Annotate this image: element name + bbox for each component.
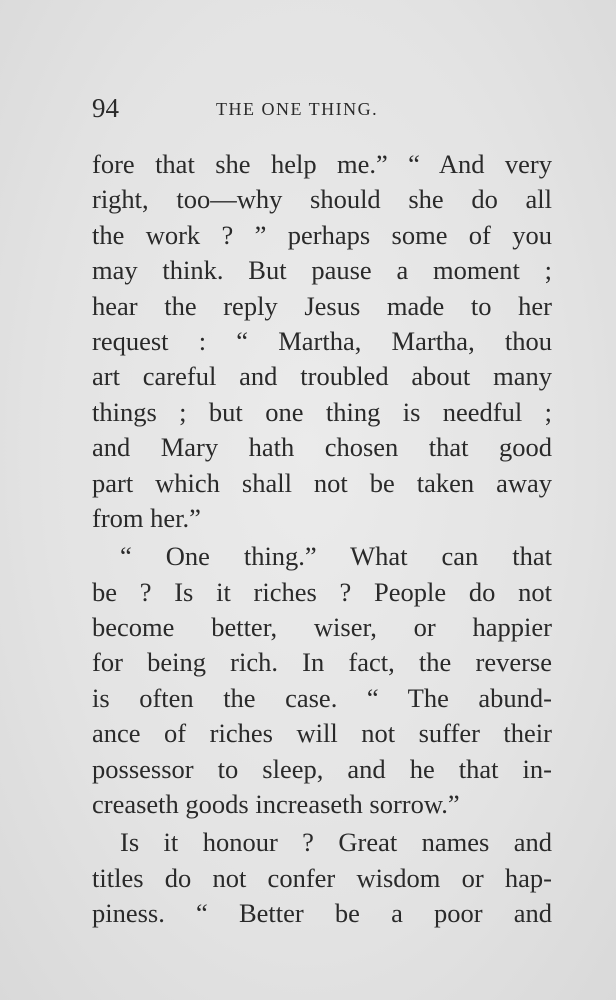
text-line: Is it honour ? Great names and	[120, 827, 552, 858]
text-line: may think. But pause a moment ;	[92, 255, 552, 286]
text-line: for being rich. In fact, the reverse	[92, 647, 552, 678]
text-line: piness. “ Better be a poor and	[92, 898, 552, 929]
text-line: part which shall not be taken away	[92, 467, 552, 498]
running-head	[92, 92, 552, 124]
text-line: ance of riches will not suffer their	[92, 718, 552, 749]
paragraph-3	[92, 825, 552, 931]
body-text	[92, 147, 552, 932]
text-line: titles do not confer wisdom or hap-	[92, 862, 552, 893]
text-line: be ? Is it riches ? People do not	[92, 576, 552, 607]
text-line: fore that she help me.” “ And very	[92, 149, 552, 179]
text-line: things ; but one thing is needful ;	[92, 396, 552, 427]
text-line: from her.”	[92, 502, 201, 533]
paragraph-1	[92, 147, 552, 536]
text-line: the work ? ” perhaps some of you	[92, 219, 552, 250]
text-line: creaseth goods increaseth sorrow.”	[92, 789, 460, 820]
text-line: art careful and troubled about many	[92, 361, 552, 392]
text-line: “ One thing.” What can that	[120, 541, 552, 572]
text-line: right, too—why should she do all	[92, 184, 552, 215]
text-line: request : “ Martha, Martha, thou	[92, 325, 552, 356]
text-line: possessor to sleep, and he that in-	[92, 753, 552, 784]
page-number: 94	[92, 93, 119, 123]
text-line: become better, wiser, or happier	[92, 612, 552, 643]
text-line: and Mary hath chosen that good	[92, 432, 552, 463]
text-line: is often the case. “ The abund-	[92, 682, 552, 713]
text-line: hear the reply Jesus made to her	[92, 290, 552, 321]
paragraph-2	[92, 539, 552, 822]
running-title: THE ONE THING.	[216, 99, 379, 119]
